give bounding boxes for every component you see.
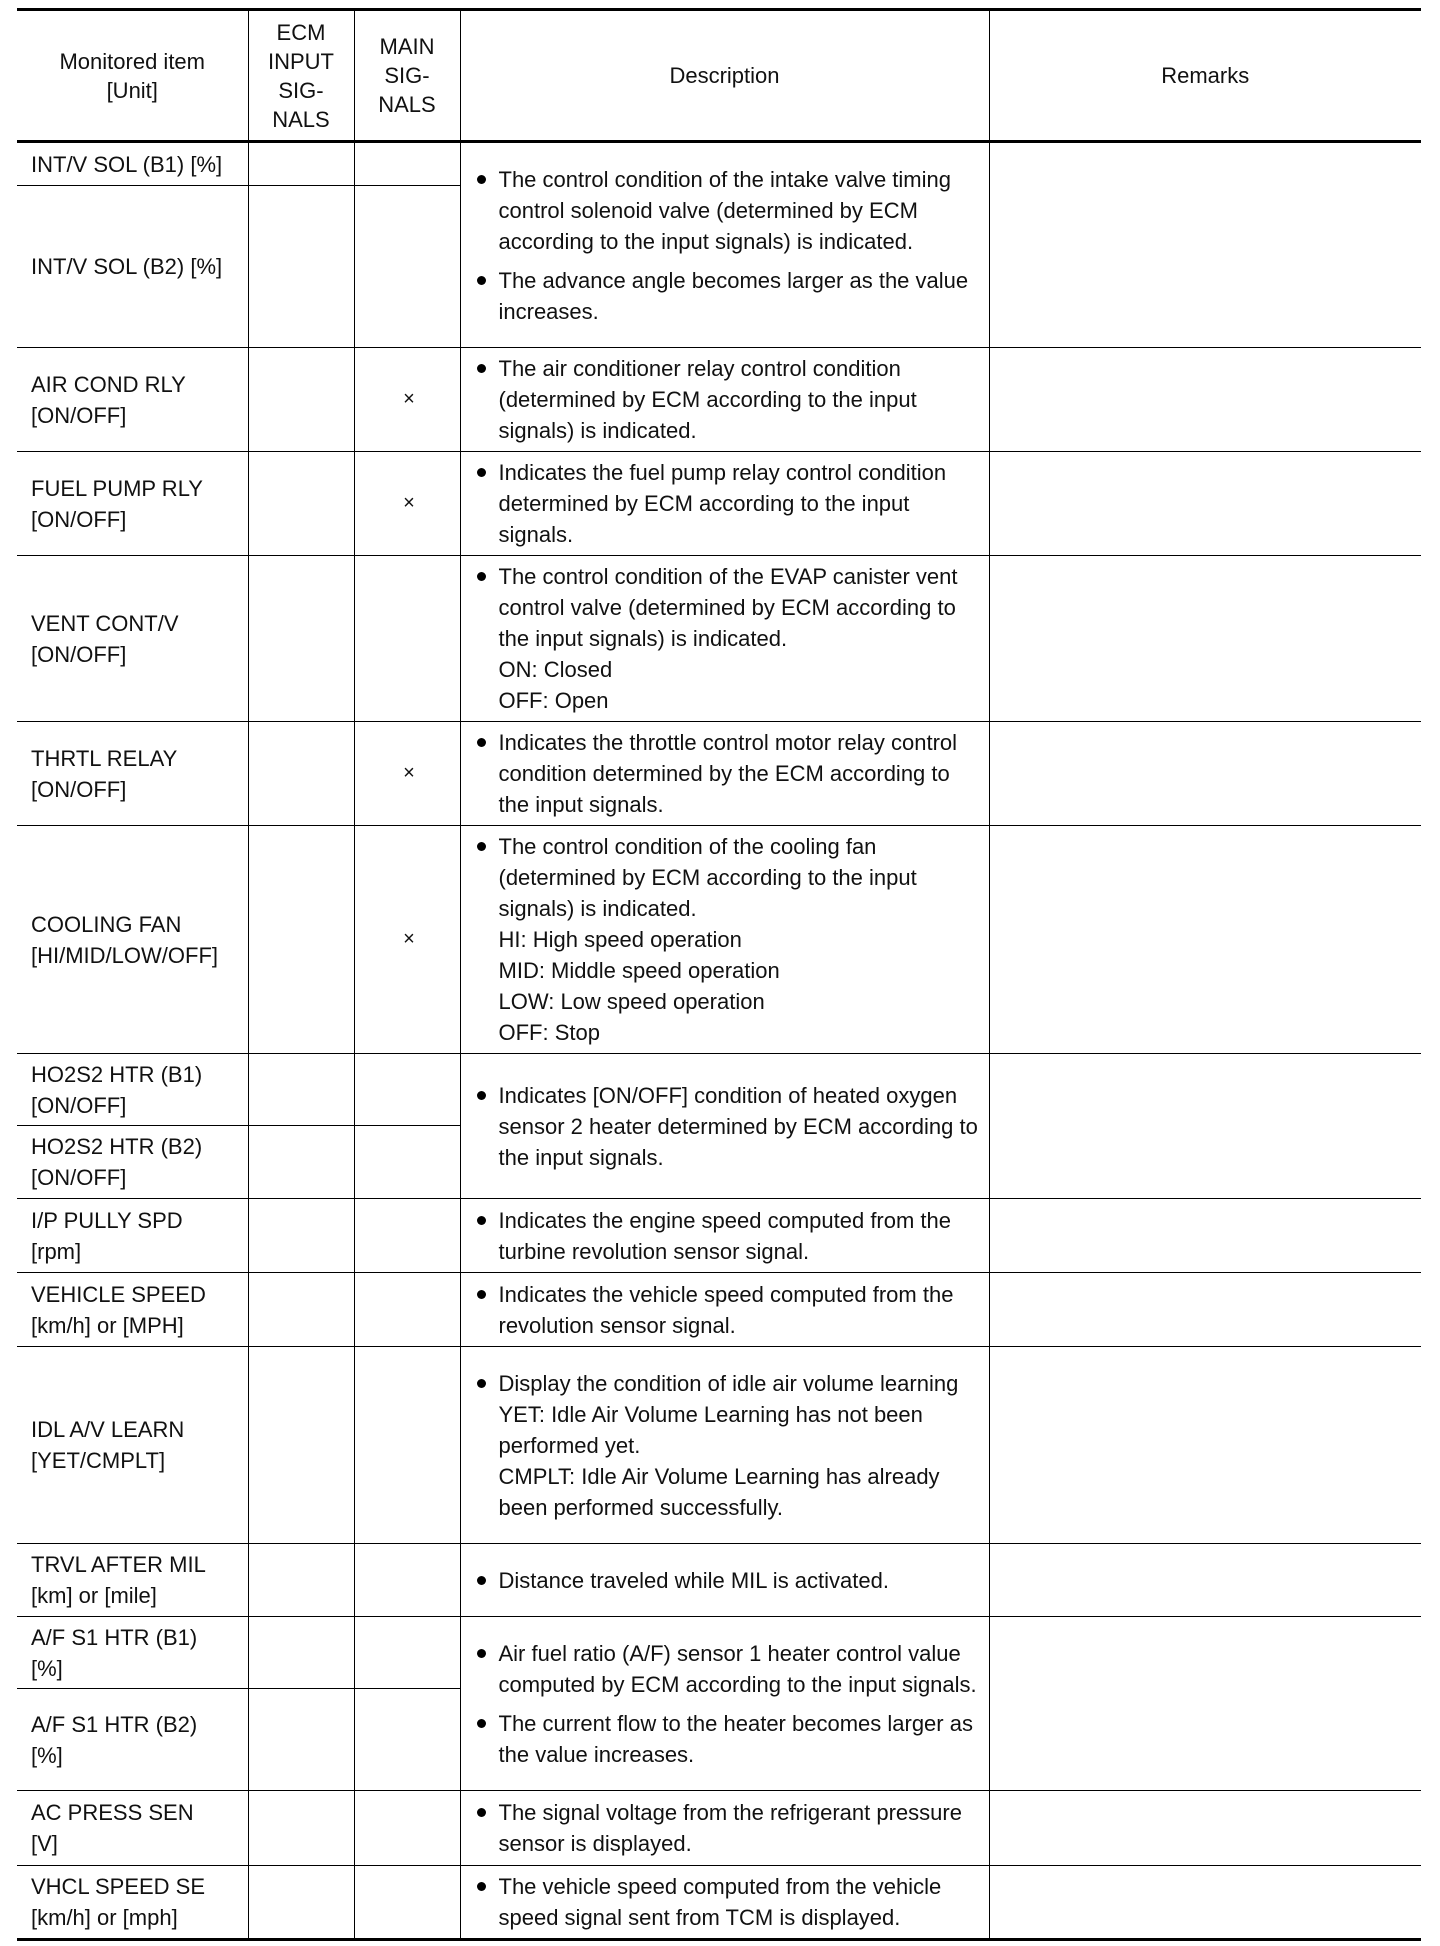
remarks-cell — [989, 142, 1421, 348]
item-cell — [17, 1347, 248, 1544]
item-cell — [17, 142, 248, 186]
item-unit: [ON/OFF] — [31, 1165, 127, 1190]
item-name: A/F S1 HTR (B2) — [31, 1711, 198, 1737]
description-state-line: LOW: Low speed operation — [498, 989, 765, 1014]
description-bullet: The advance angle becomes larger as the value increases. — [475, 265, 979, 327]
main-cell — [354, 186, 460, 348]
item-cell — [17, 1544, 248, 1617]
main-cell — [354, 556, 460, 722]
table-row — [17, 1544, 1421, 1617]
main-cell — [354, 1126, 460, 1199]
item-unit: [%] — [31, 1655, 63, 1681]
remarks-cell — [989, 1544, 1421, 1617]
description-cell — [460, 1347, 989, 1544]
main-cell — [354, 1617, 460, 1689]
main-signal-mark: × — [354, 348, 460, 452]
ecm-cell — [248, 1689, 354, 1791]
item-name: INT/V SOL (B1) [%] — [31, 151, 223, 177]
remarks-cell — [989, 1273, 1421, 1347]
item-name: AC PRESS SEN — [31, 1800, 194, 1825]
item-unit: [ON/OFF] — [31, 641, 127, 667]
item-name: IDL A/V LEARN — [31, 1417, 185, 1442]
item-cell — [17, 1689, 248, 1791]
item-unit: [ON/OFF] — [31, 1092, 127, 1118]
description-cell — [460, 1791, 989, 1866]
ecm-cell — [248, 452, 354, 556]
description-state-line: OFF: Stop — [498, 1020, 600, 1045]
remarks-cell — [989, 348, 1421, 452]
remarks-cell — [989, 1199, 1421, 1273]
item-unit: [km] or [mile] — [31, 1583, 157, 1608]
description-state-line: YET: Idle Air Volume Learning has not been performed yet. — [498, 1401, 923, 1458]
description-bullet: The signal voltage from the refrigerant pressure sensor is displayed. — [475, 1797, 979, 1859]
description-bullet — [475, 561, 979, 716]
item-unit: [rpm] — [31, 1238, 82, 1264]
item-cell — [17, 1199, 248, 1273]
item-unit: [V] — [31, 1831, 58, 1856]
description-bullet: Indicates the throttle control motor relay control condition determined by the ECM according to the input signals. — [475, 727, 979, 820]
item-name: COOLING FAN — [31, 911, 182, 937]
ecm-cell — [248, 348, 354, 452]
item-cell — [17, 722, 248, 826]
item-unit: [%] — [31, 1742, 63, 1768]
ecm-cell — [248, 1126, 354, 1199]
ecm-cell — [248, 1273, 354, 1347]
table-row — [17, 1347, 1421, 1544]
description-cell — [460, 142, 989, 348]
main-cell — [354, 1866, 460, 1940]
item-name: INT/V SOL (B2) [%] — [31, 254, 223, 279]
description-bullet: Indicates the engine speed computed from the turbine revolution sensor signal. — [475, 1205, 979, 1267]
item-name: VEHICLE SPEED — [31, 1281, 206, 1307]
table-body — [17, 142, 1421, 1940]
remarks-cell — [989, 1347, 1421, 1544]
description-bullet — [475, 1368, 979, 1523]
ecm-cell — [248, 1347, 354, 1544]
description-cell — [460, 826, 989, 1054]
item-cell — [17, 1617, 248, 1689]
ecm-cell — [248, 1544, 354, 1617]
table-row — [17, 1054, 1421, 1126]
remarks-cell — [989, 722, 1421, 826]
description-cell — [460, 348, 989, 452]
description-bullet: Air fuel ratio (A/F) sensor 1 heater control value computed by ECM according to the input signals. — [475, 1638, 979, 1700]
remarks-cell — [989, 826, 1421, 1054]
main-cell — [354, 142, 460, 186]
main-cell — [354, 1199, 460, 1273]
item-name: VHCL SPEED SE — [31, 1874, 206, 1899]
item-cell — [17, 1054, 248, 1126]
item-cell — [17, 186, 248, 348]
remarks-cell — [989, 452, 1421, 556]
header-remarks: Remarks — [989, 10, 1421, 142]
monitored-items-table — [17, 8, 1421, 1941]
ecm-cell — [248, 1791, 354, 1866]
item-cell — [17, 1866, 248, 1940]
table-row — [17, 142, 1421, 186]
item-cell — [17, 1273, 248, 1347]
item-unit: [ON/OFF] — [31, 776, 127, 802]
description-text: Display the condition of idle air volume learning — [498, 1370, 959, 1396]
header-row — [17, 10, 1421, 142]
ecm-cell — [248, 142, 354, 186]
item-unit: [ON/OFF] — [31, 402, 127, 428]
remarks-cell — [989, 1617, 1421, 1791]
ecm-cell — [248, 186, 354, 348]
item-name: FUEL PUMP RLY — [31, 475, 203, 501]
description-cell — [460, 1544, 989, 1617]
header-main-signals: MAIN SIG- NALS — [354, 10, 460, 142]
description-bullet: The current flow to the heater becomes larger as the value increases. — [475, 1708, 979, 1770]
table-row — [17, 1199, 1421, 1273]
item-name: VENT CONT/V — [31, 610, 179, 636]
description-bullet: The vehicle speed computed from the vehicle speed signal sent from TCM is displayed. — [475, 1871, 979, 1933]
description-bullet: The control condition of the intake valve timing control solenoid valve (determined by ECM according to the input signals) is indicated. — [475, 164, 979, 257]
item-cell — [17, 348, 248, 452]
header-ecm-input-signals: ECM INPUT SIG- NALS — [248, 10, 354, 142]
ecm-cell — [248, 1617, 354, 1689]
remarks-cell — [989, 1054, 1421, 1199]
ecm-cell — [248, 1054, 354, 1126]
table-row — [17, 348, 1421, 452]
description-bullet: The air conditioner relay control condition (determined by ECM according to the input signals) is indicated. — [475, 353, 979, 446]
item-unit: [HI/MID/LOW/OFF] — [31, 942, 218, 968]
main-cell — [354, 1347, 460, 1544]
main-cell — [354, 1273, 460, 1347]
ecm-cell — [248, 556, 354, 722]
header-unit-label: [Unit] — [106, 77, 158, 103]
description-bullet: Indicates [ON/OFF] condition of heated oxygen sensor 2 heater determined by ECM according to the input signals. — [475, 1080, 979, 1173]
main-signal-mark: × — [354, 452, 460, 556]
description-cell — [460, 556, 989, 722]
item-cell — [17, 556, 248, 722]
item-name: AIR COND RLY — [31, 371, 186, 397]
table-row — [17, 722, 1421, 826]
item-unit: [YET/CMPLT] — [31, 1448, 166, 1473]
table-row — [17, 1866, 1421, 1940]
item-name: TRVL AFTER MIL — [31, 1552, 206, 1577]
description-cell — [460, 1866, 989, 1940]
main-signal-mark: × — [354, 722, 460, 826]
ecm-cell — [248, 1199, 354, 1273]
description-cell — [460, 452, 989, 556]
description-text: The control condition of the cooling fan (determined by ECM according to the input signals) is indicated. — [498, 834, 917, 921]
description-cell — [460, 1199, 989, 1273]
item-cell — [17, 1791, 248, 1866]
description-text: The control condition of the EVAP canister vent control valve (determined by ECM according to the input signals) is indicated. — [498, 564, 958, 651]
remarks-cell — [989, 556, 1421, 722]
item-cell — [17, 1126, 248, 1199]
item-unit: [ON/OFF] — [31, 506, 127, 532]
description-state-line: HI: High speed operation — [498, 927, 742, 952]
item-name: THRTL RELAY — [31, 745, 178, 771]
table-row — [17, 556, 1421, 722]
table-row — [17, 452, 1421, 556]
item-name: HO2S2 HTR (B2) — [31, 1134, 203, 1159]
main-cell — [354, 1054, 460, 1126]
table-row — [17, 826, 1421, 1054]
description-state-line: MID: Middle speed operation — [498, 958, 780, 983]
description-cell — [460, 1054, 989, 1199]
item-unit: [km/h] or [mph] — [31, 1905, 178, 1930]
item-name: HO2S2 HTR (B1) — [31, 1061, 203, 1087]
item-name: A/F S1 HTR (B1) — [31, 1624, 198, 1650]
ecm-cell — [248, 1866, 354, 1940]
description-cell — [460, 722, 989, 826]
item-cell — [17, 452, 248, 556]
item-cell — [17, 826, 248, 1054]
table-row — [17, 1617, 1421, 1689]
description-cell — [460, 1617, 989, 1791]
description-state-line: OFF: Open — [498, 688, 609, 713]
description-bullet: Indicates the vehicle speed computed from the revolution sensor signal. — [475, 1279, 979, 1341]
header-monitored-item-label: Monitored item — [59, 48, 205, 74]
item-name: I/P PULLY SPD — [31, 1207, 183, 1233]
main-cell — [354, 1544, 460, 1617]
description-cell — [460, 1273, 989, 1347]
description-state-line: CMPLT: Idle Air Volume Learning has already been performed successfully. — [498, 1463, 940, 1520]
remarks-cell — [989, 1866, 1421, 1940]
table-header — [17, 10, 1421, 142]
table-row — [17, 1273, 1421, 1347]
header-monitored-item — [17, 10, 248, 142]
item-unit: [km/h] or [MPH] — [31, 1312, 184, 1338]
description-bullet: Distance traveled while MIL is activated. — [475, 1565, 979, 1596]
description-bullet: Indicates the fuel pump relay control condition determined by ECM according to the input signals. — [475, 457, 979, 550]
header-description: Description — [460, 10, 989, 142]
description-state-line: ON: Closed — [498, 657, 613, 682]
table-row — [17, 1791, 1421, 1866]
ecm-cell — [248, 826, 354, 1054]
main-cell — [354, 1689, 460, 1791]
remarks-cell — [989, 1791, 1421, 1866]
main-cell — [354, 1791, 460, 1866]
ecm-cell — [248, 722, 354, 826]
description-bullet — [475, 831, 979, 1048]
main-signal-mark: × — [354, 826, 460, 1054]
